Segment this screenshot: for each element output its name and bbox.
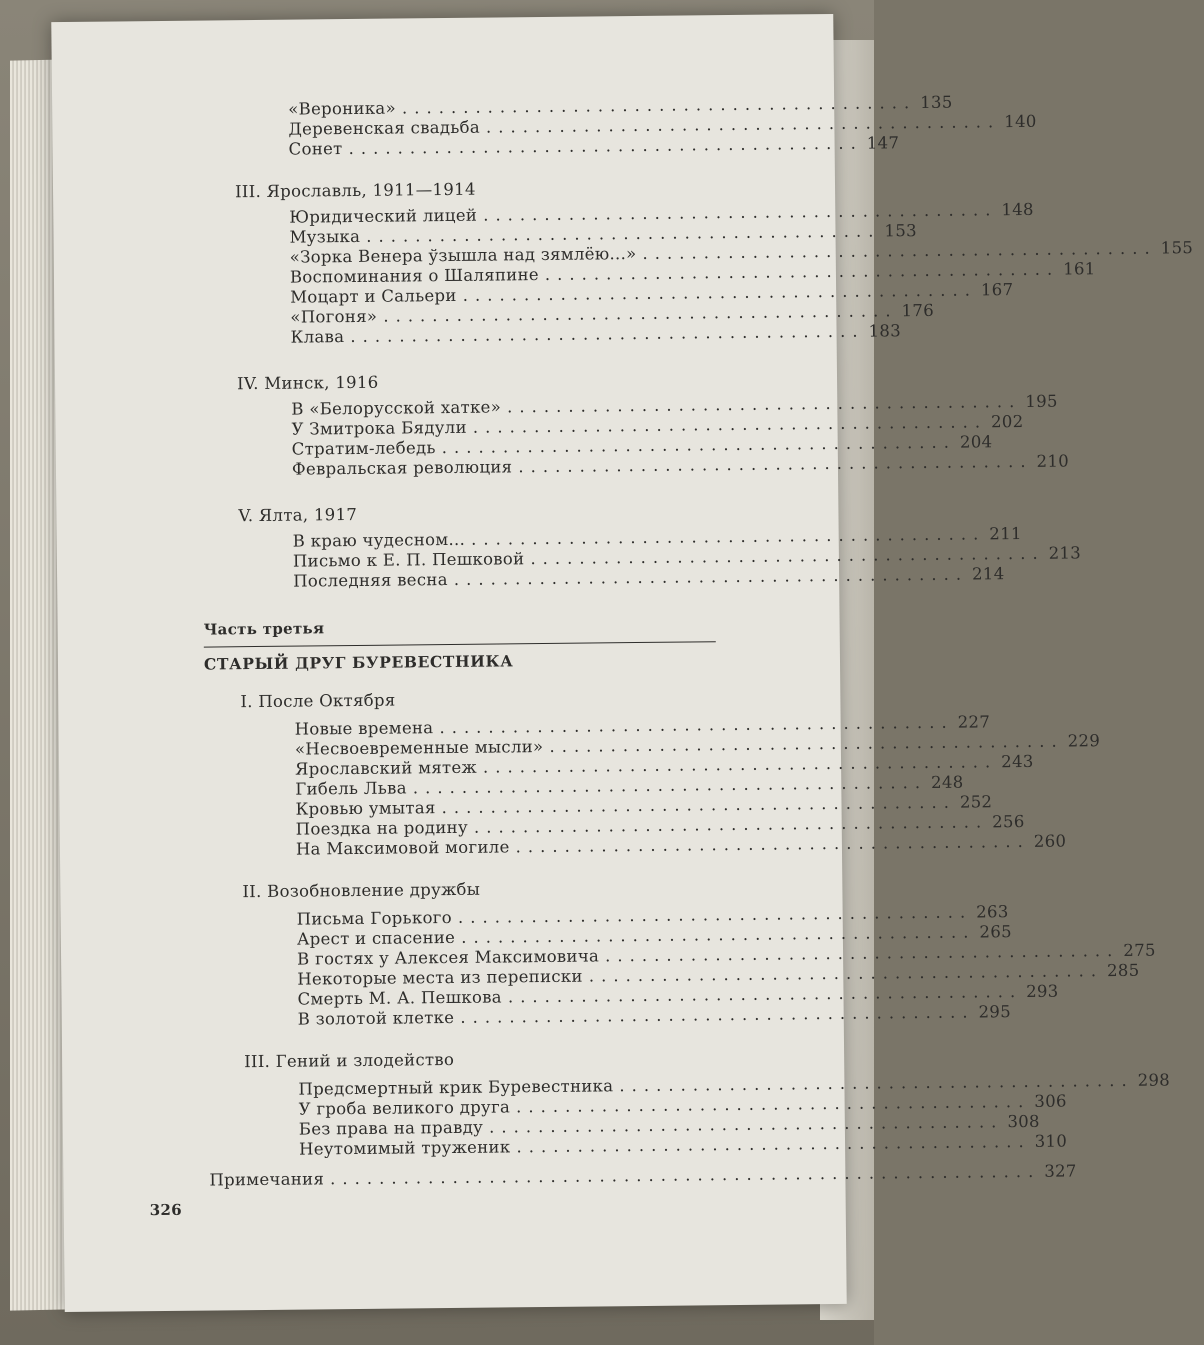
toc-entry: Письма Горького .......................................... 263 bbox=[296, 902, 1009, 929]
toc-entry: В золотой клетке .......................................... 295 bbox=[297, 1002, 1012, 1029]
toc-entry: Февральская революция .......................................... 210 bbox=[291, 451, 1070, 479]
toc-entry: Клава .......................................... 183 bbox=[290, 321, 902, 347]
toc-entry: Деревенская свадьба .......................................... 140 bbox=[288, 111, 1037, 139]
part-rule bbox=[204, 641, 716, 647]
toc-entry: Смерть М. А. Пешкова .......................................... 293 bbox=[297, 981, 1059, 1009]
toc-entry: В гостях у Алексея Максимовича .......................................... 275 bbox=[296, 940, 1156, 969]
toc-entry: Юридический лицей .......................................... 148 bbox=[289, 199, 1034, 227]
section-heading: III. Ярославль, 1911—1914 bbox=[234, 179, 476, 202]
toc-entry: У гроба великого друга .......................................... 306 bbox=[298, 1091, 1067, 1119]
toc-entry: Сонет .......................................... 147 bbox=[288, 133, 900, 159]
toc-entry: «Зорка Венера ўзышла над зямлёю...» .......................................... 155 bbox=[289, 238, 1194, 267]
toc-entry: Поездка на родину .......................................... 256 bbox=[295, 811, 1025, 839]
toc-entry: «Погоня» .......................................... 176 bbox=[290, 300, 935, 327]
part-title: СТАРЫЙ ДРУГ БУРЕВЕСТНИКА bbox=[203, 651, 514, 674]
toc-entry: Стратим-лебедь .......................................... 204 bbox=[291, 432, 993, 459]
toc-entry: Гибель Льва .......................................... 248 bbox=[295, 772, 964, 799]
section-heading: IV. Минск, 1916 bbox=[236, 372, 379, 394]
toc-entry: Воспоминания о Шаляпине .......................................... 161 bbox=[289, 259, 1096, 287]
toc-entry: В краю чудесном... .......................................... 211 bbox=[292, 523, 1022, 551]
page-number: 326 bbox=[149, 1200, 183, 1220]
toc-entry: Новые времена .......................................... 227 bbox=[294, 712, 991, 739]
section-heading: V. Ялта, 1917 bbox=[238, 504, 358, 526]
toc-entry-notes: Примечания .......................................................... 327 bbox=[209, 1161, 1077, 1190]
section-heading: II. Возобновление дружбы bbox=[242, 879, 481, 902]
toc-entry: Предсмертный крик Буревестника .......................................... 298 bbox=[298, 1070, 1171, 1099]
toc-entry: Письмо к Е. П. Пешковой .......................................... 213 bbox=[292, 543, 1082, 571]
toc-entry: Моцарт и Сальери .......................................... 167 bbox=[290, 280, 1014, 307]
toc-entry: «Вероника» .......................................... 135 bbox=[288, 92, 953, 119]
part-label: Часть третья bbox=[203, 619, 325, 639]
toc-entry: У Змитрока Бядули .......................................... 202 bbox=[291, 411, 1024, 439]
toc-entry: В «Белорусской хатке» .......................................... 195 bbox=[291, 391, 1058, 419]
toc-entry: Последняя весна .......................................... 214 bbox=[293, 564, 1005, 591]
toc-entry: Без права на правду .......................................... 308 bbox=[298, 1111, 1040, 1139]
toc-entry: Неутомимый труженик .......................................... 310 bbox=[298, 1131, 1068, 1159]
toc-entry: Некоторые места из переписки .......................................... 285 bbox=[297, 960, 1140, 989]
section-heading: I. После Октября bbox=[240, 690, 396, 712]
toc-entry: Ярославский мятеж .......................................... 243 bbox=[295, 751, 1034, 779]
toc-entry: Кровью умытая .......................................... 252 bbox=[295, 792, 993, 819]
toc-entry: Арест и спасение .......................................... 265 bbox=[296, 922, 1012, 949]
section-heading: III. Гений и злодейство bbox=[244, 1049, 455, 1072]
book-page bbox=[51, 14, 1194, 1312]
toc-entry: «Несвоевременные мысли» .......................................... 229 bbox=[294, 731, 1101, 759]
toc-entry: Музыка .......................................... 153 bbox=[289, 221, 917, 247]
toc-entry: На Максимовой могиле .......................................... 260 bbox=[295, 831, 1067, 859]
